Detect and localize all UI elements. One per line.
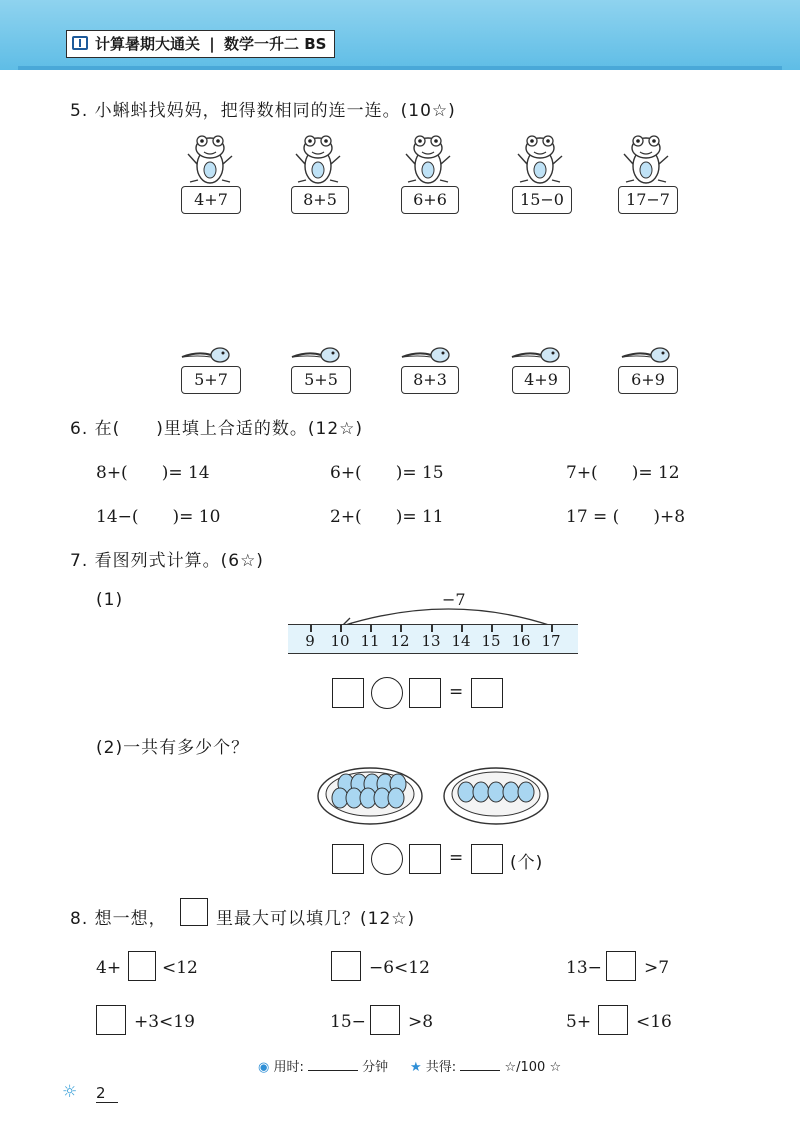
prompt-box-icon — [180, 898, 208, 926]
answer-box[interactable] — [409, 844, 441, 874]
q8-pre: 13− — [566, 958, 602, 978]
score-blank[interactable] — [460, 1058, 500, 1071]
q8-pre: 4+ — [96, 958, 122, 978]
tadpole-icon — [622, 348, 669, 362]
frog-card[interactable]: 8+5 — [291, 186, 349, 214]
tadpole-card[interactable]: 5+7 — [181, 366, 241, 394]
time-used — [258, 1056, 388, 1075]
q8-post: >7 — [644, 958, 670, 978]
frog-card[interactable]: 17−7 — [618, 186, 678, 214]
number-line-label: 10 — [330, 632, 350, 650]
time-label: 用时: — [273, 1060, 304, 1075]
score-total: ☆/100 ☆ — [504, 1060, 562, 1075]
answer-box[interactable] — [606, 951, 636, 981]
egg-icon — [473, 782, 489, 802]
q5-prompt: 5. 小蝌蚪找妈妈，把得数相同的连一连。(10☆) — [70, 101, 456, 121]
number-line-tick — [521, 624, 523, 632]
answer-box[interactable] — [471, 678, 503, 708]
egg-plates — [316, 764, 552, 828]
title-divider: | — [209, 35, 215, 53]
title-main: 计算暑期大通关 — [95, 35, 201, 53]
q8-post: +3<19 — [134, 1012, 195, 1032]
frog-card[interactable]: 4+7 — [181, 186, 241, 214]
frog-icon — [406, 136, 450, 183]
q8-post: −6<12 — [369, 958, 430, 978]
number-line-label: 16 — [511, 632, 531, 650]
number-line-tick — [461, 624, 463, 632]
number-line-label: 15 — [481, 632, 501, 650]
page-number: 2 — [96, 1084, 118, 1103]
frog-icon — [188, 136, 232, 183]
answer-box[interactable] — [471, 844, 503, 874]
egg-icon — [503, 782, 519, 802]
tadpole-icon — [402, 348, 449, 362]
time-unit: 分钟 — [362, 1060, 389, 1075]
answer-box[interactable] — [331, 951, 361, 981]
q8-pre: 5+ — [566, 1012, 592, 1032]
number-line-tick — [551, 624, 553, 632]
q7-prompt: 7. 看图列式计算。(6☆) — [70, 551, 264, 571]
number-line-tick — [431, 624, 433, 632]
egg-icon — [488, 782, 504, 802]
q5-pictures — [0, 0, 800, 420]
q8-prompt-start: 8. 想一想， — [70, 909, 167, 929]
answer-box[interactable] — [332, 678, 364, 708]
egg-icon — [518, 782, 534, 802]
q7-part1-label: (1) — [96, 590, 124, 610]
number-line-tick — [400, 624, 402, 632]
number-line-label: 11 — [360, 632, 380, 650]
q6-item[interactable]: 8+( )= 14 — [96, 463, 210, 483]
q6-item[interactable]: 2+( )= 11 — [330, 507, 444, 527]
number-line-label: 12 — [390, 632, 410, 650]
number-line-tick — [491, 624, 493, 632]
answer-box[interactable] — [96, 1005, 126, 1035]
tadpole-card[interactable]: 8+3 — [401, 366, 459, 394]
number-line-label: 9 — [305, 632, 315, 650]
q8-post: >8 — [408, 1012, 434, 1032]
equals-sign: = — [449, 848, 464, 868]
number-line-label: 14 — [451, 632, 471, 650]
operator-circle[interactable] — [371, 843, 403, 875]
clock-icon: ◉ — [258, 1060, 270, 1075]
q6-item[interactable]: 17 = ( )+8 — [566, 507, 686, 527]
answer-box[interactable] — [332, 844, 364, 874]
q6-item[interactable]: 14−( )= 10 — [96, 507, 221, 527]
q8-pre: 15− — [330, 1012, 366, 1032]
answer-box[interactable] — [598, 1005, 628, 1035]
sun-icon: ☼ — [62, 1082, 78, 1102]
answer-box[interactable] — [409, 678, 441, 708]
egg-icon — [388, 788, 404, 808]
frog-card[interactable]: 15−0 — [512, 186, 572, 214]
title-sub: 数学一升二 BS — [223, 35, 327, 53]
number-line-label: 17 — [541, 632, 561, 650]
time-blank[interactable] — [308, 1058, 358, 1071]
tadpole-card[interactable]: 4+9 — [512, 366, 570, 394]
egg-icon — [458, 782, 474, 802]
score-label: 共得: — [425, 1060, 457, 1075]
unit-label: (个) — [510, 853, 544, 873]
tadpole-card[interactable]: 6+9 — [618, 366, 678, 394]
score — [410, 1056, 561, 1075]
q8-prompt-end: 里最大可以填几？(12☆) — [216, 909, 416, 929]
q6-prompt: 6. 在( )里填上合适的数。(12☆) — [70, 419, 364, 439]
star-icon: ★ — [410, 1060, 422, 1075]
answer-box[interactable] — [370, 1005, 400, 1035]
frog-icon — [624, 136, 668, 183]
arc-label: −7 — [442, 590, 466, 609]
tadpole-card[interactable]: 5+5 — [291, 366, 351, 394]
number-line-tick — [370, 624, 372, 632]
q6-item[interactable]: 7+( )= 12 — [566, 463, 680, 483]
operator-circle[interactable] — [371, 677, 403, 709]
tadpole-icon — [182, 348, 229, 362]
tadpole-icon — [512, 348, 559, 362]
answer-box[interactable] — [128, 951, 156, 981]
q6-item[interactable]: 6+( )= 15 — [330, 463, 444, 483]
q7-part2-label: (2)一共有多少个？ — [96, 738, 250, 758]
frog-card[interactable]: 6+6 — [401, 186, 459, 214]
q8-post: <12 — [162, 958, 198, 978]
number-line-tick — [340, 624, 342, 632]
q8-post: <16 — [636, 1012, 672, 1032]
frog-icon — [296, 136, 340, 183]
equals-sign: = — [449, 682, 464, 702]
number-line-label: 13 — [421, 632, 441, 650]
tadpole-icon — [292, 348, 339, 362]
number-line-tick — [310, 624, 312, 632]
frog-icon — [518, 136, 562, 183]
